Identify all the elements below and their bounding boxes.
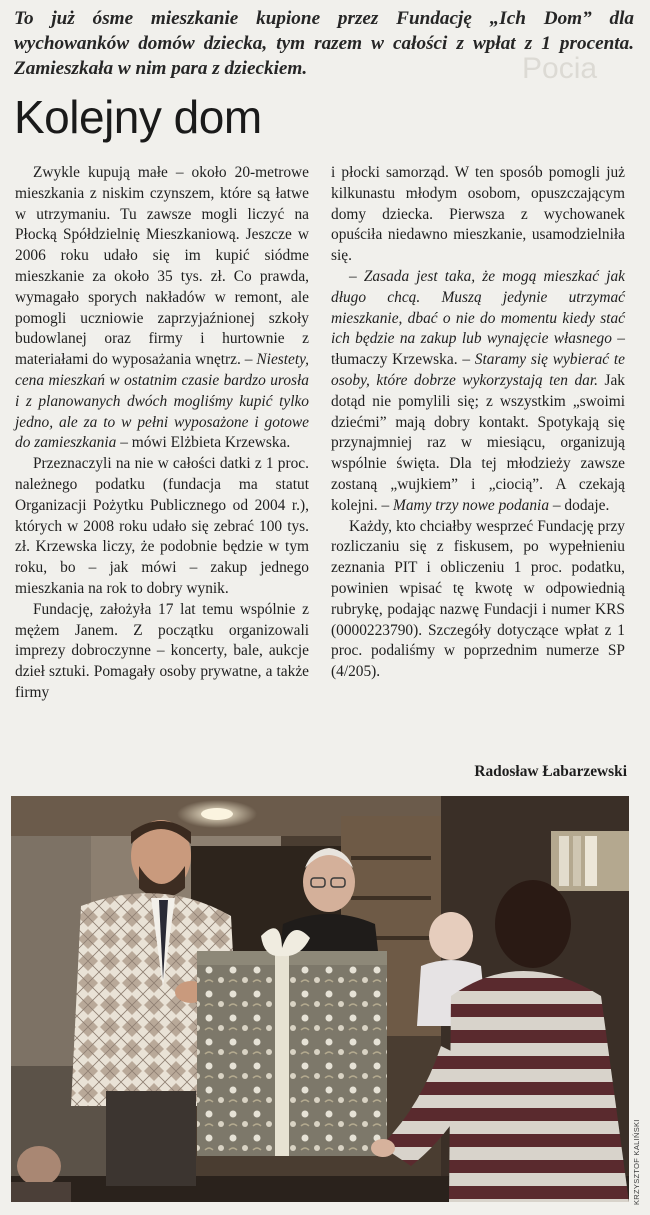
paragraph-4: i płocki samorząd. W ten sposób pomogli już kilkunastu młodym osobom, opuszczającym domy dziecka. Pierwsza z wychowanek opuściła niedawno mieszkanie, usamodzielniła się. — [331, 164, 625, 265]
man-trousers — [106, 1091, 196, 1186]
text-run: Jak dotąd nie pomylili się; z wszystkim „swoimi dziećmi” mają dobry kontakt. Spotykają się przynajmniej raz w miesiącu, organizują wspólnie święta. Dla tej młodzieży zawsze zostaną „wujkiem” i „ciocią”. A czekają kolejni. – — [331, 371, 625, 514]
quote-run: – Staramy się wybierać te osoby, które dobrze wykorzystają ten dar. — [331, 351, 625, 389]
quote-run: Mamy trzy nowe podania — [393, 496, 550, 514]
text-run: – mówi Elżbieta Krzewska. — [120, 434, 291, 452]
book — [559, 836, 569, 886]
woman-sweater — [449, 971, 629, 1202]
child-body — [11, 1182, 71, 1202]
text-run: – tłumaczy Krzewska. — [331, 330, 625, 369]
paragraph-5 — [331, 267, 625, 517]
gift-box — [197, 956, 387, 1156]
article-photo — [11, 796, 629, 1202]
paragraph-1 — [15, 163, 309, 454]
woman-hand — [371, 1139, 395, 1157]
paragraph-3: Fundację, założyła 17 lat temu wspólnie z mężem Janem. Z początku organizowali imprezy dobroczynne – koncerty, bale, aukcje dzieł sztuki. Pomagały osoby prywatne, a także firmy — [15, 600, 309, 701]
text-run: – dodaje. — [552, 496, 610, 514]
photo-illustration — [11, 796, 629, 1202]
text-run: Zwykle kupują małe – około 20-metrowe mieszkania z niskim czynszem, które są łatwe w utrzymaniu. Tu zawsze mogli liczyć na Płocką Spółdzielnię Mieszkaniową. Jeszcze w 2006 roku udało się im kupić siódme mieszkanie za około 35 tys. zł. Co prawda, wymagało sporych nakładów w remont, ale pomogli uczniowie zaprzyjaźnionej szkoły budowlanej oraz firmy i hurtownie z materiałami do wyposażania wnętrz. – — [15, 164, 309, 369]
quote-run: – Zasada jest taka, że mogą mieszkać jak długo chcą. Muszą jedynie utrzymać mieszkanie, dbać o nie do momentu kiedy stać ich będzie na zakup lub wynajęcie własnego — [331, 267, 625, 348]
ceiling-lamp — [201, 808, 233, 820]
paragraph-6: Każdy, kto chciałby wesprzeć Fundację przy rozliczaniu się z fiskusem, po wypełnieniu zeznania PIT i obliczeniu 1 proc. podatku, powinien wpisać tę kwotę w odpowiednią rubrykę, podając nazwę Fundacji i numer KRS (0000223790). Szczegóły dotyczące wpłat z 1 proc. podaliśmy w poprzednim numerze SP (4/205). — [331, 517, 625, 681]
quote-run: Niestety, cena mieszkań w ostatnim czasie bardzo urosła i z planowanych dwóch mogliśmy kupić tylko jedno, ale za to w pełni wyposażone i gotowe do zamieszkania — [15, 351, 309, 452]
photo-credit-text: KRZYSZTOF KALIŃSKI — [632, 1119, 641, 1205]
shelf — [351, 896, 431, 900]
article-headline: Kolejny dom — [14, 91, 262, 143]
baby-face — [429, 912, 473, 960]
gift-ribbon — [275, 951, 289, 1156]
paragraph-2: Przeznaczyli na nie w całości datki z 1 proc. należnego podatku (fundacja ma statut Organizacji Pożytku Publicznego od 2004 r.), których w 2008 roku udało się zebrać 100 tys. zł. Krzewska liczy, że podobnie będzie w tym roku, bo – jak mówi – zakup jednego mieszkania na rok to dobry wynik. — [15, 455, 309, 597]
woman-hair — [495, 880, 571, 968]
author-byline: Radosław Łabarzewski — [474, 763, 627, 780]
article-column-left — [15, 163, 309, 704]
photo-credit — [629, 1095, 645, 1205]
shelf — [351, 856, 431, 860]
book — [585, 836, 597, 886]
book — [573, 836, 581, 886]
article-lead: To już ósme mieszkanie kupione przez Fundację „Ich Dom” dla wychowanków domów dziecka, tym razem w całości z wpłat z 1 procenta. Zamieszkała w nim para z dzieckiem. — [14, 8, 634, 79]
child-head — [17, 1146, 61, 1186]
bleed-through-text: Pocia — [522, 52, 598, 85]
article-column-right — [331, 163, 625, 683]
